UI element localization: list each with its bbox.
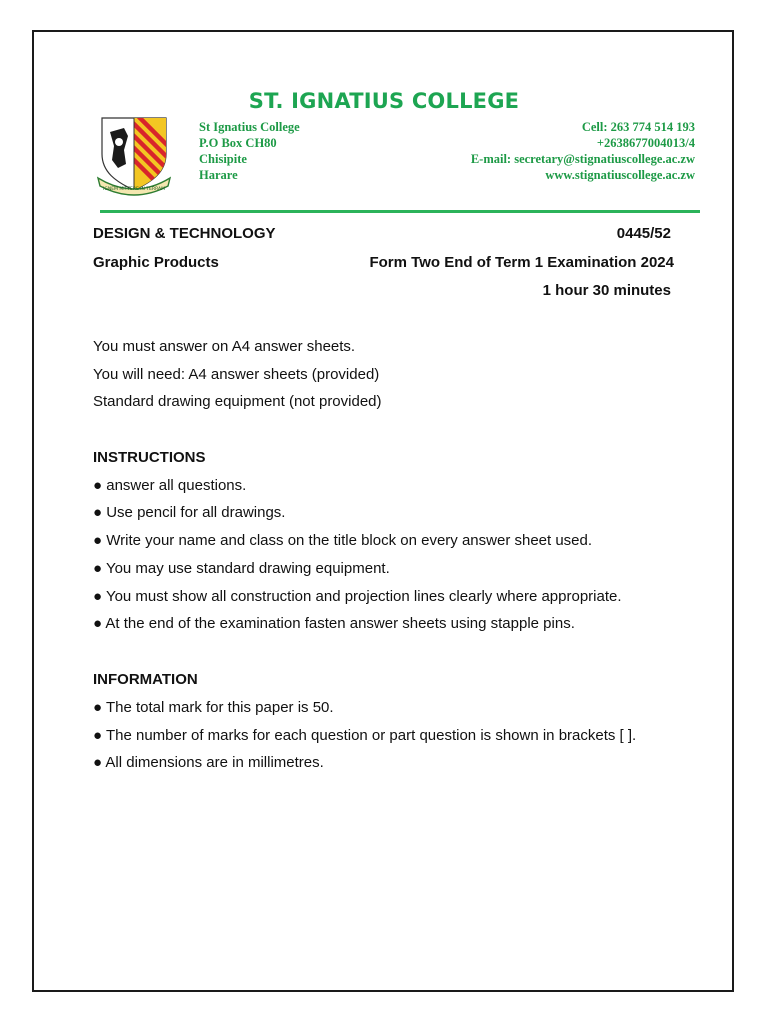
instruction-item: ● You may use standard drawing equipment.: [93, 560, 390, 577]
exam-name: Form Two End of Term 1 Examination 2024: [369, 254, 674, 271]
header-divider: [100, 210, 700, 213]
requirement-line: You must answer on A4 answer sheets.: [93, 338, 356, 355]
address-line: Chisipite: [199, 152, 247, 166]
paper-code: 0445/52: [616, 225, 671, 242]
requirement-line: Standard drawing equipment (not provided): [93, 393, 382, 410]
svg-text:IGNEM MITTERE IN TERRAM: IGNEM MITTERE IN TERRAM: [103, 187, 165, 192]
instruction-item: ● answer all questions.: [93, 477, 247, 494]
instruction-item: ● At the end of the examination fasten answer sheets using stapple pins.: [93, 615, 575, 632]
contact-block: [471, 119, 695, 183]
college-crest-logo: [94, 114, 174, 196]
information-item: ● The total mark for this paper is 50.: [93, 699, 334, 716]
subject-title: DESIGN & TECHNOLOGY: [93, 225, 276, 242]
instructions-heading: INSTRUCTIONS: [93, 449, 206, 466]
requirement-line: You will need: A4 answer sheets (provided): [93, 366, 380, 383]
college-name: ST. IGNATIUS COLLEGE: [248, 89, 520, 113]
address-block: [199, 119, 300, 183]
information-item: ● All dimensions are in millimetres.: [93, 754, 324, 771]
exam-duration: 1 hour 30 minutes: [542, 282, 671, 299]
instruction-item: ● You must show all construction and projection lines clearly where appropriate.: [93, 588, 622, 605]
information-heading: INFORMATION: [93, 671, 198, 688]
address-line: Harare: [199, 168, 238, 182]
information-item: ● The number of marks for each question or part question is shown in brackets [ ].: [93, 727, 637, 744]
cell-number: Cell: 263 774 514 193: [581, 120, 695, 134]
paper-title: Graphic Products: [93, 254, 219, 271]
website-url: www.stignatiuscollege.ac.zw: [545, 168, 695, 182]
email-address: E-mail: secretary@stignatiuscollege.ac.zw: [470, 152, 695, 166]
instruction-item: ● Write your name and class on the title block on every answer sheet used.: [93, 532, 593, 549]
address-line: P.O Box CH80: [199, 136, 277, 150]
instruction-item: ● Use pencil for all drawings.: [93, 504, 286, 521]
address-line: St Ignatius College: [199, 120, 300, 134]
phone-number: +2638677004013/4: [596, 136, 695, 150]
